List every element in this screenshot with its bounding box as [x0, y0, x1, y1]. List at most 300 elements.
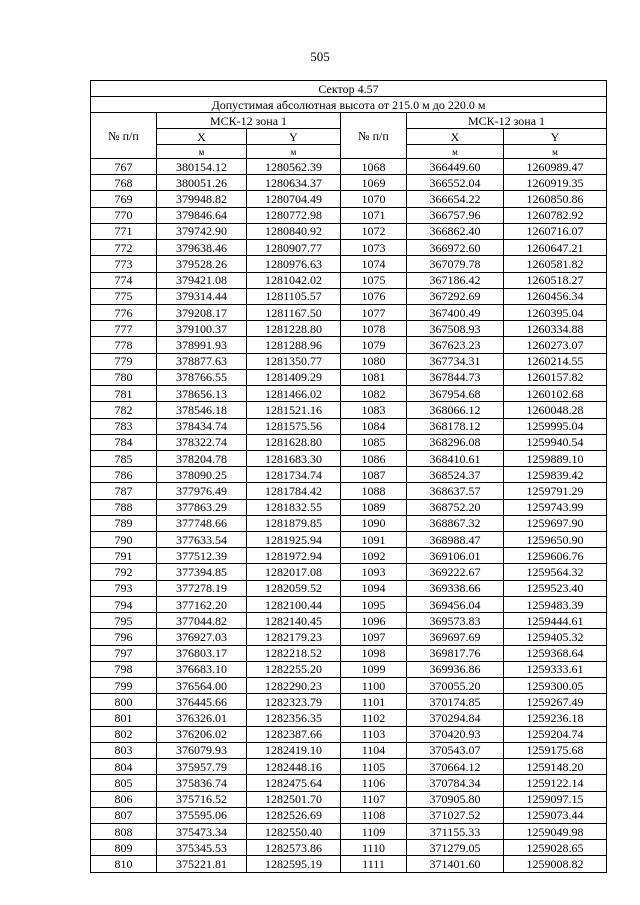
x-value-right: 368752.20 [407, 499, 504, 515]
x-value-left: 375595.06 [157, 807, 247, 823]
y-value-right: 1259839.42 [504, 467, 607, 483]
number-header-right: № п/п [341, 113, 407, 159]
y-value-left: 1282526.69 [247, 807, 341, 823]
x-value-right: 367954.68 [407, 386, 504, 402]
point-number-left: 780 [91, 369, 157, 385]
point-number-left: 805 [91, 775, 157, 791]
x-value-right: 369573.83 [407, 613, 504, 629]
table-row [91, 337, 607, 353]
x-header-right: X [407, 129, 504, 145]
y-unit-right: м [504, 145, 607, 159]
y-value-right: 1259743.99 [504, 499, 607, 515]
x-value-right: 368066.12 [407, 402, 504, 418]
point-number-left: 806 [91, 791, 157, 807]
table-row [91, 823, 607, 839]
table-row [91, 402, 607, 418]
table-row [91, 807, 607, 823]
altitude-range: Допустимая абсолютная высота от 215.0 м до 220.0 м [91, 97, 607, 113]
table-row [91, 450, 607, 466]
y-value-left: 1282387.66 [247, 726, 341, 742]
point-number-left: 786 [91, 467, 157, 483]
x-value-right: 370294.84 [407, 710, 504, 726]
point-number-left: 774 [91, 272, 157, 288]
y-value-right: 1259175.68 [504, 742, 607, 758]
point-number-right: 1106 [341, 775, 407, 791]
y-value-left: 1281628.80 [247, 434, 341, 450]
y-unit-left: м [247, 145, 341, 159]
y-value-left: 1282573.86 [247, 840, 341, 856]
x-value-right: 367508.93 [407, 321, 504, 337]
y-value-left: 1281575.56 [247, 418, 341, 434]
x-value-right: 367734.31 [407, 353, 504, 369]
y-value-right: 1259940.54 [504, 434, 607, 450]
point-number-left: 796 [91, 629, 157, 645]
x-value-left: 378546.18 [157, 402, 247, 418]
y-value-right: 1260214.55 [504, 353, 607, 369]
y-value-left: 1280704.49 [247, 191, 341, 207]
x-value-left: 378877.63 [157, 353, 247, 369]
x-value-left: 379742.90 [157, 223, 247, 239]
x-value-left: 376564.00 [157, 678, 247, 694]
point-number-right: 1084 [341, 418, 407, 434]
x-value-left: 378090.25 [157, 467, 247, 483]
table-row [91, 759, 607, 775]
y-value-left: 1281734.74 [247, 467, 341, 483]
point-number-left: 797 [91, 645, 157, 661]
y-value-left: 1281409.29 [247, 369, 341, 385]
table-row [91, 564, 607, 580]
x-value-right: 370543.07 [407, 742, 504, 758]
point-number-right: 1070 [341, 191, 407, 207]
x-value-left: 379638.46 [157, 240, 247, 256]
y-value-right: 1260048.28 [504, 402, 607, 418]
x-value-right: 366552.04 [407, 175, 504, 191]
x-value-right: 367292.69 [407, 288, 504, 304]
table-row [91, 288, 607, 304]
zone-header-left: МСК-12 зона 1 [157, 113, 341, 129]
y-value-left: 1282550.40 [247, 823, 341, 839]
point-number-left: 804 [91, 759, 157, 775]
y-value-left: 1280634.37 [247, 175, 341, 191]
table-row [91, 645, 607, 661]
table-row [91, 742, 607, 758]
x-value-left: 377394.85 [157, 564, 247, 580]
table-row [91, 661, 607, 677]
x-value-left: 377512.39 [157, 548, 247, 564]
y-value-right: 1259791.29 [504, 483, 607, 499]
point-number-right: 1091 [341, 532, 407, 548]
point-number-left: 794 [91, 596, 157, 612]
table-row [91, 548, 607, 564]
point-number-right: 1074 [341, 256, 407, 272]
y-value-left: 1282100.44 [247, 596, 341, 612]
point-number-right: 1100 [341, 678, 407, 694]
x-value-right: 368296.08 [407, 434, 504, 450]
zone-header-right: МСК-12 зона 1 [407, 113, 607, 129]
point-number-right: 1104 [341, 742, 407, 758]
y-value-right: 1259049.98 [504, 823, 607, 839]
sector-title: Сектор 4.57 [91, 81, 607, 97]
point-number-right: 1089 [341, 499, 407, 515]
y-value-left: 1282255.20 [247, 661, 341, 677]
x-value-right: 368637.57 [407, 483, 504, 499]
point-number-left: 779 [91, 353, 157, 369]
point-number-right: 1110 [341, 840, 407, 856]
y-value-left: 1282501.70 [247, 791, 341, 807]
y-value-left: 1282179.23 [247, 629, 341, 645]
table-row [91, 726, 607, 742]
point-number-right: 1085 [341, 434, 407, 450]
y-value-right: 1259995.04 [504, 418, 607, 434]
y-value-right: 1259267.49 [504, 694, 607, 710]
y-value-right: 1259008.82 [504, 856, 607, 872]
x-value-left: 375221.81 [157, 856, 247, 872]
point-number-right: 1080 [341, 353, 407, 369]
x-value-right: 371401.60 [407, 856, 504, 872]
x-value-left: 380154.12 [157, 159, 247, 175]
y-value-right: 1260157.82 [504, 369, 607, 385]
y-value-left: 1280772.98 [247, 207, 341, 223]
x-value-right: 368410.61 [407, 450, 504, 466]
point-number-right: 1107 [341, 791, 407, 807]
y-value-right: 1260919.35 [504, 175, 607, 191]
y-value-left: 1281105.57 [247, 288, 341, 304]
point-number-right: 1090 [341, 515, 407, 531]
x-value-right: 370905.80 [407, 791, 504, 807]
x-value-left: 379846.64 [157, 207, 247, 223]
point-number-left: 799 [91, 678, 157, 694]
x-value-right: 368867.32 [407, 515, 504, 531]
x-value-left: 376206.02 [157, 726, 247, 742]
y-value-left: 1280907.77 [247, 240, 341, 256]
point-number-right: 1087 [341, 467, 407, 483]
point-number-right: 1081 [341, 369, 407, 385]
y-value-right: 1260782.92 [504, 207, 607, 223]
x-value-left: 377863.29 [157, 499, 247, 515]
table-row [91, 791, 607, 807]
x-value-right: 367400.49 [407, 304, 504, 320]
y-value-right: 1260456.34 [504, 288, 607, 304]
y-value-right: 1259564.32 [504, 564, 607, 580]
coordinates-table [90, 80, 607, 873]
x-value-right: 369697.69 [407, 629, 504, 645]
table-row [91, 613, 607, 629]
x-value-left: 378766.55 [157, 369, 247, 385]
y-value-left: 1281683.30 [247, 450, 341, 466]
y-value-left: 1282356.35 [247, 710, 341, 726]
x-value-left: 379100.37 [157, 321, 247, 337]
y-value-right: 1260850.86 [504, 191, 607, 207]
point-number-right: 1099 [341, 661, 407, 677]
y-value-left: 1281228.80 [247, 321, 341, 337]
table-row [91, 710, 607, 726]
x-value-left: 376803.17 [157, 645, 247, 661]
y-value-left: 1282475.64 [247, 775, 341, 791]
table-row [91, 418, 607, 434]
point-number-left: 767 [91, 159, 157, 175]
x-value-left: 379948.82 [157, 191, 247, 207]
point-number-left: 789 [91, 515, 157, 531]
table-row [91, 159, 607, 175]
y-value-left: 1282419.10 [247, 742, 341, 758]
point-number-right: 1105 [341, 759, 407, 775]
point-number-left: 771 [91, 223, 157, 239]
x-value-left: 375957.79 [157, 759, 247, 775]
point-number-left: 772 [91, 240, 157, 256]
table-row [91, 840, 607, 856]
table-row [91, 240, 607, 256]
x-value-right: 367186.42 [407, 272, 504, 288]
point-number-left: 795 [91, 613, 157, 629]
point-number-left: 770 [91, 207, 157, 223]
page-number: 505 [310, 49, 330, 64]
point-number-right: 1111 [341, 856, 407, 872]
y-value-right: 1260102.68 [504, 386, 607, 402]
y-value-left: 1281925.94 [247, 532, 341, 548]
y-value-right: 1259097.15 [504, 791, 607, 807]
point-number-left: 803 [91, 742, 157, 758]
x-value-left: 375473.34 [157, 823, 247, 839]
x-value-left: 376079.93 [157, 742, 247, 758]
point-number-left: 785 [91, 450, 157, 466]
table-row [91, 353, 607, 369]
y-value-left: 1282290.23 [247, 678, 341, 694]
y-value-left: 1280976.63 [247, 256, 341, 272]
x-value-right: 371279.05 [407, 840, 504, 856]
y-value-left: 1281521.16 [247, 402, 341, 418]
x-value-left: 378991.93 [157, 337, 247, 353]
x-value-right: 370664.12 [407, 759, 504, 775]
y-value-right: 1259236.18 [504, 710, 607, 726]
y-value-left: 1281042.02 [247, 272, 341, 288]
coordinates-body [91, 159, 607, 873]
table-row [91, 386, 607, 402]
point-number-left: 810 [91, 856, 157, 872]
y-header-left: Y [247, 129, 341, 145]
point-number-right: 1097 [341, 629, 407, 645]
point-number-left: 768 [91, 175, 157, 191]
x-value-left: 375836.74 [157, 775, 247, 791]
table-row [91, 532, 607, 548]
y-value-left: 1282140.45 [247, 613, 341, 629]
y-value-right: 1259204.74 [504, 726, 607, 742]
x-value-right: 366654.22 [407, 191, 504, 207]
table-row [91, 515, 607, 531]
y-header-right: Y [504, 129, 607, 145]
point-number-left: 769 [91, 191, 157, 207]
point-number-right: 1069 [341, 175, 407, 191]
x-value-right: 369817.76 [407, 645, 504, 661]
table-row [91, 678, 607, 694]
x-value-left: 376683.10 [157, 661, 247, 677]
point-number-left: 809 [91, 840, 157, 856]
y-value-left: 1281832.55 [247, 499, 341, 515]
x-value-right: 369338.66 [407, 580, 504, 596]
table-row [91, 499, 607, 515]
x-value-right: 370174.85 [407, 694, 504, 710]
x-value-left: 380051.26 [157, 175, 247, 191]
x-value-left: 378322.74 [157, 434, 247, 450]
table-row [91, 223, 607, 239]
point-number-left: 802 [91, 726, 157, 742]
x-value-right: 369106.01 [407, 548, 504, 564]
y-value-left: 1280562.39 [247, 159, 341, 175]
table-row [91, 369, 607, 385]
x-value-right: 368524.37 [407, 467, 504, 483]
point-number-right: 1103 [341, 726, 407, 742]
point-number-left: 787 [91, 483, 157, 499]
y-value-right: 1260581.82 [504, 256, 607, 272]
point-number-right: 1078 [341, 321, 407, 337]
y-value-right: 1260989.47 [504, 159, 607, 175]
x-value-right: 369936.86 [407, 661, 504, 677]
y-value-right: 1259483.39 [504, 596, 607, 612]
y-value-right: 1259889.10 [504, 450, 607, 466]
y-value-right: 1259300.05 [504, 678, 607, 694]
x-value-left: 379314.44 [157, 288, 247, 304]
y-value-right: 1259523.40 [504, 580, 607, 596]
point-number-left: 800 [91, 694, 157, 710]
x-value-left: 378434.74 [157, 418, 247, 434]
x-value-right: 369456.04 [407, 596, 504, 612]
point-number-left: 798 [91, 661, 157, 677]
y-value-left: 1281466.02 [247, 386, 341, 402]
y-value-left: 1281784.42 [247, 483, 341, 499]
point-number-left: 791 [91, 548, 157, 564]
x-value-right: 371155.33 [407, 823, 504, 839]
point-number-right: 1083 [341, 402, 407, 418]
x-value-left: 378204.78 [157, 450, 247, 466]
x-value-left: 375716.52 [157, 791, 247, 807]
y-value-right: 1259148.20 [504, 759, 607, 775]
point-number-right: 1086 [341, 450, 407, 466]
y-value-left: 1282059.52 [247, 580, 341, 596]
y-value-left: 1281288.96 [247, 337, 341, 353]
y-value-right: 1260647.21 [504, 240, 607, 256]
point-number-right: 1073 [341, 240, 407, 256]
point-number-right: 1094 [341, 580, 407, 596]
point-number-left: 792 [91, 564, 157, 580]
table-row [91, 483, 607, 499]
x-value-right: 367079.78 [407, 256, 504, 272]
x-value-left: 375345.53 [157, 840, 247, 856]
point-number-left: 790 [91, 532, 157, 548]
x-value-right: 370420.93 [407, 726, 504, 742]
x-value-right: 366449.60 [407, 159, 504, 175]
y-value-left: 1282448.16 [247, 759, 341, 775]
point-number-right: 1068 [341, 159, 407, 175]
point-number-right: 1098 [341, 645, 407, 661]
x-value-left: 377976.49 [157, 483, 247, 499]
x-value-right: 367623.23 [407, 337, 504, 353]
point-number-left: 775 [91, 288, 157, 304]
x-value-right: 371027.52 [407, 807, 504, 823]
point-number-right: 1093 [341, 564, 407, 580]
x-value-left: 376445.66 [157, 694, 247, 710]
table-row [91, 467, 607, 483]
x-value-left: 376927.03 [157, 629, 247, 645]
y-value-right: 1259122.14 [504, 775, 607, 791]
x-value-right: 369222.67 [407, 564, 504, 580]
x-value-right: 367844.73 [407, 369, 504, 385]
y-value-right: 1259368.64 [504, 645, 607, 661]
table-row [91, 175, 607, 191]
x-value-left: 377278.19 [157, 580, 247, 596]
point-number-right: 1101 [341, 694, 407, 710]
x-unit-right: м [407, 145, 504, 159]
x-value-right: 368178.12 [407, 418, 504, 434]
point-number-left: 783 [91, 418, 157, 434]
point-number-left: 807 [91, 807, 157, 823]
point-number-right: 1109 [341, 823, 407, 839]
point-number-left: 801 [91, 710, 157, 726]
point-number-left: 808 [91, 823, 157, 839]
table-row [91, 775, 607, 791]
table-row [91, 191, 607, 207]
point-number-left: 793 [91, 580, 157, 596]
y-value-right: 1259650.90 [504, 532, 607, 548]
x-value-left: 376326.01 [157, 710, 247, 726]
y-value-right: 1259333.61 [504, 661, 607, 677]
x-value-left: 377162.20 [157, 596, 247, 612]
point-number-left: 782 [91, 402, 157, 418]
point-number-left: 773 [91, 256, 157, 272]
point-number-right: 1075 [341, 272, 407, 288]
y-value-left: 1282323.79 [247, 694, 341, 710]
table-row [91, 596, 607, 612]
y-value-right: 1260273.07 [504, 337, 607, 353]
point-number-left: 778 [91, 337, 157, 353]
table-row [91, 694, 607, 710]
y-value-right: 1259073.44 [504, 807, 607, 823]
point-number-left: 777 [91, 321, 157, 337]
x-value-right: 368988.47 [407, 532, 504, 548]
number-header-left: № п/п [91, 113, 157, 159]
y-value-right: 1260518.27 [504, 272, 607, 288]
point-number-right: 1072 [341, 223, 407, 239]
x-value-right: 370784.34 [407, 775, 504, 791]
x-value-left: 377044.82 [157, 613, 247, 629]
point-number-right: 1092 [341, 548, 407, 564]
y-value-left: 1282017.08 [247, 564, 341, 580]
y-value-right: 1259444.61 [504, 613, 607, 629]
x-value-right: 370055.20 [407, 678, 504, 694]
point-number-right: 1079 [341, 337, 407, 353]
x-value-right: 366757.96 [407, 207, 504, 223]
point-number-left: 784 [91, 434, 157, 450]
x-value-left: 378656.13 [157, 386, 247, 402]
y-value-right: 1259697.90 [504, 515, 607, 531]
table-row [91, 856, 607, 872]
point-number-left: 776 [91, 304, 157, 320]
x-value-left: 379528.26 [157, 256, 247, 272]
y-value-left: 1281972.94 [247, 548, 341, 564]
x-value-left: 377748.66 [157, 515, 247, 531]
x-value-right: 366862.40 [407, 223, 504, 239]
point-number-right: 1096 [341, 613, 407, 629]
y-value-left: 1281350.77 [247, 353, 341, 369]
x-header-left: X [157, 129, 247, 145]
y-value-left: 1282218.52 [247, 645, 341, 661]
point-number-left: 788 [91, 499, 157, 515]
y-value-left: 1280840.92 [247, 223, 341, 239]
y-value-right: 1260334.88 [504, 321, 607, 337]
point-number-right: 1108 [341, 807, 407, 823]
x-value-left: 377633.54 [157, 532, 247, 548]
point-number-right: 1095 [341, 596, 407, 612]
point-number-right: 1082 [341, 386, 407, 402]
table-row [91, 256, 607, 272]
